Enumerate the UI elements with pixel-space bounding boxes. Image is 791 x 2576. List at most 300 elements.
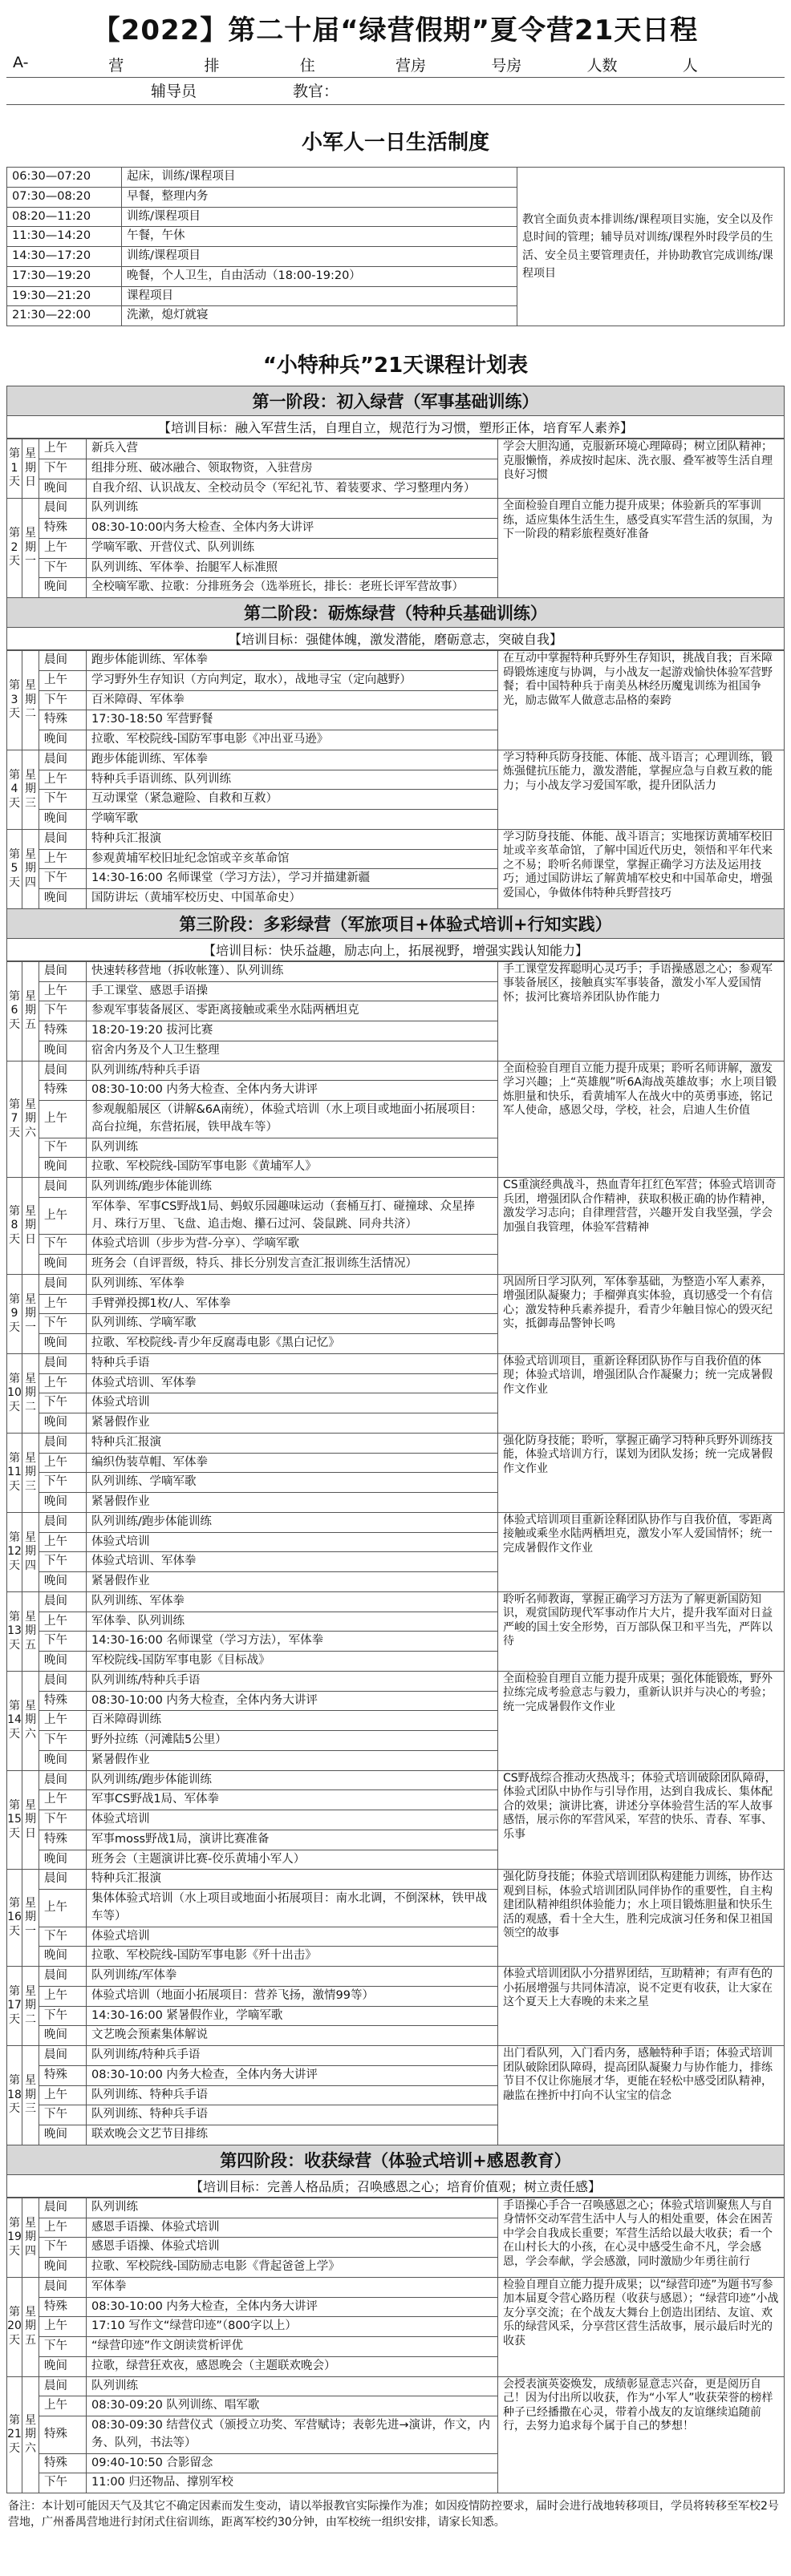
period-label: 晚间 [39, 2258, 87, 2278]
period-label: 晚间 [39, 1413, 87, 1434]
period-label: 下午 [39, 2238, 87, 2258]
day-number: 第9天 [7, 1274, 22, 1353]
activity-cell: 自我介绍、认识战友、全校动员令（军纪礼节、着装要求、学习整理内务） [87, 479, 498, 499]
meta-field: 营 [108, 57, 124, 75]
period-label: 下午 [39, 1731, 87, 1751]
period-label: 晨间 [39, 1353, 87, 1373]
period-label: 上午 [39, 2085, 87, 2105]
period-label: 晚间 [39, 2356, 87, 2376]
period-label: 晚间 [39, 1334, 87, 1354]
activity-cell: 17:30-18:50 军营野餐 [87, 710, 498, 730]
day-note: 学习特种兵防身技能、体能、战斗语言；心理训练，锻炼强健抗压能力，激发潜能，掌握应急与自救互救的能力；与小战友学习爱国军歌，提升团队活力 [498, 750, 785, 829]
activity-cell: 班务会（自评晋级，特兵、排长分别发言查汇报训练生活情况） [87, 1255, 498, 1275]
period-label: 特殊 [39, 1021, 87, 1041]
weekday: 星期日 [22, 1178, 39, 1275]
period-label: 晚间 [39, 578, 87, 598]
stage-table [6, 439, 785, 598]
period-label: 下午 [39, 1632, 87, 1652]
activity-cell: 队列训练、特种兵手语 [87, 2085, 498, 2105]
period-label: 上午 [39, 2317, 87, 2337]
activity-cell: 14:30-16:00 名师课堂（学习方法），军体拳 [87, 1632, 498, 1652]
period-label: 晚间 [39, 2125, 87, 2145]
period-label: 上午 [39, 538, 87, 558]
schedule-row [7, 1274, 785, 1294]
period-label: 晚间 [39, 1493, 87, 1513]
period-label: 晚间 [39, 479, 87, 499]
period-label: 上午 [39, 1790, 87, 1810]
activity-cell: 军体拳 [87, 2277, 498, 2297]
activity-cell: 紧暑假作业 [87, 1750, 498, 1770]
period-label: 下午 [39, 1810, 87, 1830]
meta-field: A- [13, 54, 29, 71]
activity-cell: 队列训练/跑步体能训练 [87, 1512, 498, 1532]
period-label: 上午 [39, 770, 87, 790]
activity-cell: 拉歌、军校院线-国防励志电影《背起爸爸上学》 [87, 2258, 498, 2278]
activity-cell: 班务会（主题演讲比赛-佼乐黄埔小军人） [87, 1850, 498, 1870]
schedule-row [7, 1967, 785, 1987]
weekday: 星期五 [22, 961, 39, 1061]
daily-time: 21:30—22:00 [7, 306, 122, 326]
period-label: 晚间 [39, 810, 87, 830]
schedule-row [7, 829, 785, 849]
period-label: 晨间 [39, 2046, 87, 2066]
footer-note: 备注：本计划可能因天气及其它不确定因素而发生变动，请以举报教官实际操作为准；如因疫情防控要求，届时会进行战地转移项目，学员将转移至军校2号营地，广州番禺营地进行封闭式住宿训练，距离军校约30分钟，由军校统一组织安排，请家长知悉。 [8, 2500, 779, 2529]
daily-time: 11:30—14:20 [7, 227, 122, 247]
period-label: 晚间 [39, 1158, 87, 1178]
period-label: 下午 [39, 1235, 87, 1255]
daily-schedule-table [6, 167, 785, 326]
stage-table [6, 961, 785, 2145]
activity-cell: 组排分班、破冰融合、领取物资，入驻营房 [87, 459, 498, 479]
schedule-row [7, 961, 785, 981]
activity-cell: 14:30-16:00 紧暑假作业，学嘀军歌 [87, 2006, 498, 2026]
weekday: 星期四 [22, 2198, 39, 2277]
activity-cell: “绿营印迹”作文朗读赏析评优 [87, 2337, 498, 2357]
period-label: 特殊 [39, 1081, 87, 1101]
weekday: 星期六 [22, 1061, 39, 1178]
weekday: 星期五 [22, 1591, 39, 1671]
meta-field: 住 [299, 57, 315, 75]
schedule-row [7, 651, 785, 671]
activity-cell: 军校院线-国防军事电影《目标战》 [87, 1652, 498, 1672]
day-number: 第19天 [7, 2198, 22, 2277]
activity-cell: 学嘀军歌 [87, 810, 498, 830]
activity-cell: 特种兵汇报演 [87, 1870, 498, 1890]
period-label: 特殊 [39, 2297, 87, 2317]
period-label: 上午 [39, 1532, 87, 1552]
period-label: 特殊 [39, 710, 87, 730]
daily-schedule-title: 小军人一日生活制度 [301, 131, 489, 155]
period-label: 下午 [39, 690, 87, 710]
stage-table [6, 2198, 785, 2493]
activity-cell: 队列训练/特种兵手语 [87, 1061, 498, 1081]
day-number: 第15天 [7, 1770, 22, 1870]
meta-line-2 [6, 78, 785, 105]
activity-cell: 特种兵手语训练、队列训练 [87, 770, 498, 790]
daily-time: 06:30—07:20 [7, 168, 122, 188]
activity-cell: 体验式培训（地面小拓展项目：营养飞扬，激情99等） [87, 1986, 498, 2006]
meta-field: 排 [204, 57, 220, 75]
schedule-row [7, 1178, 785, 1198]
activity-cell: 联欢晚会文艺节目排练 [87, 2125, 498, 2145]
period-label: 特殊 [39, 519, 87, 539]
daily-activity: 训练/课程项目 [122, 207, 517, 227]
weekday: 星期二 [22, 1967, 39, 2046]
period-label: 晨间 [39, 1671, 87, 1691]
period-label: 晚间 [39, 1572, 87, 1592]
activity-cell: 宿舍内务及个人卫生整理 [87, 1041, 498, 1061]
period-label: 晚间 [39, 730, 87, 750]
activity-cell: 全校嘀军歌、拉歌：分排班务会（选举班长，排长：老班长评军营故事） [87, 578, 498, 598]
day-note: 强化防身技能；体验式培训团队构建能力训练，协作达观到目标，体验式培训团队同伴协作的重要性，自主构建团队精神组织体验能力；水上项目锻炼胆量和快乐生活的观感，看十全大生，胜利完成演习任务和保卫祖国领空的故事 [498, 1870, 785, 1967]
daily-time: 14:30—17:20 [7, 247, 122, 267]
activity-cell: 队列训练 [87, 2198, 498, 2218]
activity-cell: 文艺晚会预素集体解说 [87, 2026, 498, 2046]
period-label: 晨间 [39, 2277, 87, 2297]
activity-cell: 感恩手语操、体验式培训 [87, 2218, 498, 2238]
activity-cell: 军体拳、军事CS野战1局、蚂蚁乐园趣味运动（套桶互打、碰撞球、众星捧月、珠行万里、飞盘、追击炮、攥石过河、袋鼠跳、同舟共济） [87, 1197, 498, 1235]
activity-cell: 学习野外生存知识（方向判定，取水），战地寻宝（定向越野） [87, 670, 498, 690]
schedule-row [7, 2376, 785, 2396]
daily-activity: 晚餐，个人卫生，自由活动（18:00-19:20） [122, 266, 517, 286]
day-note: CS重演经典战斗，热血青年扛红色军营；体验式培训奇兵团，增强团队合作精神，获取积极正确的协作精神，激发学习志向；自律理营营，兴趣开发自我坚强，学会加强自我管理，体验军营精神 [498, 1178, 785, 1275]
day-note: 聆听名师教诲，掌握正确学习方法为了解更新国防知识，观赏国防现代军事动作片大片，提升我军面对日益严峻的国土安全形势，百万部队保卫和平当先，严阵以待 [498, 1591, 785, 1671]
activity-cell: 新兵入营 [87, 439, 498, 459]
activity-cell: 特种兵汇报演 [87, 1433, 498, 1453]
weekday: 星期六 [22, 1671, 39, 1770]
period-label: 晨间 [39, 1770, 87, 1790]
period-label: 上午 [39, 670, 87, 690]
period-label: 晚间 [39, 1750, 87, 1770]
weekday: 星期六 [22, 2376, 39, 2493]
period-label: 上午 [39, 1890, 87, 1927]
weekday: 星期一 [22, 499, 39, 598]
period-label: 下午 [39, 558, 87, 578]
activity-cell: 军体拳、队列训练 [87, 1612, 498, 1632]
daily-activity: 洗漱，熄灯就寝 [122, 306, 517, 326]
activity-cell: 拉歌、军校院线-青少年反腐毒电影《黑白记忆》 [87, 1334, 498, 1354]
schedule-row [7, 1770, 785, 1790]
period-label: 上午 [39, 1612, 87, 1632]
activity-cell: 拉歌、军校院线-国防军事电影《歼十出击》 [87, 1947, 498, 1967]
schedule-row [7, 1591, 785, 1612]
daily-row [7, 168, 785, 188]
stage-goal: 【培训目标：融入军营生活，自理自立，规范行为习惯，塑形正体，培育军人素养】 [6, 415, 785, 439]
activity-cell: 拉歌、军校院线-国防军事电影《冲出亚马逊》 [87, 730, 498, 750]
meta-line-1 [6, 52, 785, 78]
stage-goal: 【培训目标：完善人格品质；召唤感恩之心；培育价值观；树立责任感】 [6, 2174, 785, 2198]
period-label: 晨间 [39, 2198, 87, 2218]
weekday: 星期一 [22, 1870, 39, 1967]
schedule-row [7, 1671, 785, 1691]
period-label: 晨间 [39, 829, 87, 849]
activity-cell: 18:20-19:20 拔河比赛 [87, 1021, 498, 1041]
meta-field: 教官： [293, 83, 339, 100]
activity-cell: 手工课堂、感恩手语操 [87, 981, 498, 1001]
activity-cell: 08:30-10:00 内务大检查，全体内务大讲评 [87, 2065, 498, 2085]
period-label: 特殊 [39, 2416, 87, 2454]
meta-field: 号房 [491, 57, 522, 75]
schedule-row [7, 1061, 785, 1081]
activity-cell: 08:30-10:00内务大检查、全体内务大讲评 [87, 519, 498, 539]
plan-title: “小特种兵”21天课程计划表 [262, 354, 529, 378]
period-label: 晨间 [39, 1591, 87, 1612]
activity-cell: 手臂弹投掷1枚/人、军体拳 [87, 1294, 498, 1314]
period-label: 上午 [39, 1986, 87, 2006]
daily-activity: 午餐，午休 [122, 227, 517, 247]
activity-cell: 体验式培训、军体拳 [87, 1552, 498, 1572]
day-note: 体验式培训项目，重新诠释团队协作与自我价值的体现；体验式培训，增强团队合作凝聚力；统一完成暑假作文作业 [498, 1353, 785, 1433]
activity-cell: 体验式培训 [87, 1532, 498, 1552]
period-label: 晨间 [39, 750, 87, 770]
stage-title: 第三阶段：多彩绿营（军旅项目+体验式培训+行知实践） [6, 908, 785, 939]
schedule-row [7, 2198, 785, 2218]
weekday: 星期四 [22, 1512, 39, 1591]
activity-cell: 百米障碍训练 [87, 1711, 498, 1731]
period-label: 上午 [39, 2396, 87, 2416]
day-number: 第10天 [7, 1353, 22, 1433]
daily-time: 19:30—21:20 [7, 286, 122, 306]
weekday: 星期二 [22, 1353, 39, 1433]
weekday: 星期三 [22, 2046, 39, 2145]
stage-title: 第四阶段：收获绿营（体验式培训+感恩教育） [6, 2145, 785, 2175]
day-number: 第3天 [7, 651, 22, 750]
stage-table [6, 650, 785, 909]
meta-field: 辅导员 [151, 83, 197, 100]
activity-cell: 队列训练、军体拳 [87, 1591, 498, 1612]
activity-cell: 参观舰船展区（讲解&6A南统），体验式培训（水上项目或地面小拓展项目：高台拉绳，东营拓展，铁甲战车等） [87, 1101, 498, 1138]
period-label: 晚间 [39, 1947, 87, 1967]
day-note: 强化防身技能；聆听，掌握正确学习特种兵野外训练技能，体验式培训方行，谋划为团队发扬；统一完成暑假作文作业 [498, 1433, 785, 1512]
meta-field: 人 [682, 57, 698, 75]
activity-cell: 紧暑假作业 [87, 1493, 498, 1513]
activity-cell: 09:40-10:50 合影留念 [87, 2453, 498, 2473]
day-note: 全面检验自理自立能力提升成果；强化体能锻炼，野外拉练完成考验意志与毅力，重新认识并与决心的考验；统一完成暑假作文作业 [498, 1671, 785, 1770]
period-label: 晚间 [39, 1041, 87, 1061]
schedule-row [7, 1353, 785, 1373]
activity-cell: 08:30-09:30 结营仪式（颁授立功奖、军营赋诗；表彰先进→演讲，作文，内务、队列，书法等） [87, 2416, 498, 2454]
day-number: 第20天 [7, 2277, 22, 2376]
activity-cell: 体验式培训 [87, 1810, 498, 1830]
day-number: 第16天 [7, 1870, 22, 1967]
activity-cell: 拉歌，绿营狂欢夜，感恩晚会（主题联欢晚会） [87, 2356, 498, 2376]
period-label: 晚间 [39, 1255, 87, 1275]
period-label: 下午 [39, 2337, 87, 2357]
period-label: 下午 [39, 1552, 87, 1572]
activity-cell: 特种兵汇报演 [87, 829, 498, 849]
period-label: 晨间 [39, 1433, 87, 1453]
stage-goal: 【培训目标：快乐益趣，励志向上，拓展视野，增强实践认知能力】 [6, 938, 785, 961]
activity-cell: 编织伪装草帽、军体拳 [87, 1453, 498, 1473]
daily-activity: 课程项目 [122, 286, 517, 306]
period-label: 晚间 [39, 1652, 87, 1672]
period-label: 下午 [39, 2473, 87, 2493]
weekday: 星期一 [22, 1274, 39, 1353]
activity-cell: 紧暑假作业 [87, 1413, 498, 1434]
day-note: 出门看队列，入门看内务，感触特种手语；体验式培训团队破除团队障碍，提高团队凝聚力与协作能力，排练节目不仅让你施展才华，更能在轻松中感受团队精神，融监在挫折中打向不认宝宝的信念 [498, 2046, 785, 2145]
day-number: 第14天 [7, 1671, 22, 1770]
activity-cell: 队列训练 [87, 1138, 498, 1158]
period-label: 特殊 [39, 1691, 87, 1711]
day-number: 第17天 [7, 1967, 22, 2046]
period-label: 特殊 [39, 2453, 87, 2473]
activity-cell: 11:00 归还物品、撑别军校 [87, 2473, 498, 2493]
activity-cell: 队列训练/军体拳 [87, 1967, 498, 1987]
day-number: 第13天 [7, 1591, 22, 1671]
period-label: 下午 [39, 2105, 87, 2125]
activity-cell: 队列训练、军体拳、抬腿军人标准照 [87, 558, 498, 578]
activity-cell: 14:30-16:00 名师课堂（学习方法），学习并描建新疆 [87, 869, 498, 889]
weekday: 星期三 [22, 1433, 39, 1512]
day-number: 第2天 [7, 499, 22, 598]
period-label: 晨间 [39, 1512, 87, 1532]
period-label: 下午 [39, 459, 87, 479]
daily-activity: 起床，训练/课程项目 [122, 168, 517, 188]
day-note: 全面检验自理自立能力提升成果；聆听名师讲解，激发学习兴趣；上“英雄舰”听6A海战英雄故事；水上项目锻炼胆量和快乐，看黄埔军人在战火中的英勇事迹，铭记军人使命，感恩父母，学校，社会，启迪人生价值 [498, 1061, 785, 1178]
schedule-row [7, 1512, 785, 1532]
activity-cell: 跑步体能训练、军体拳 [87, 750, 498, 770]
day-note: 体验式培训项目重新诠释团队协作与自我价值，零距离接触或乘坐水陆两栖坦克，激发小军人爱国情怀；统一完成暑假作文作业 [498, 1512, 785, 1591]
activity-cell: 军事moss野战1局，演讲比赛准备 [87, 1830, 498, 1850]
period-label: 上午 [39, 2218, 87, 2238]
period-label: 下午 [39, 2006, 87, 2026]
period-label: 下午 [39, 1001, 87, 1021]
activity-cell: 跑步体能训练、军体拳 [87, 651, 498, 671]
activity-cell: 08:30-10:00 内务大检查，全体内务大讲评 [87, 2297, 498, 2317]
period-label: 上午 [39, 1373, 87, 1393]
day-number: 第5天 [7, 829, 22, 908]
activity-cell: 体验式培训、军体拳 [87, 1373, 498, 1393]
day-number: 第8天 [7, 1178, 22, 1275]
page-title: 【2022】第二十届“绿营假期”夏令营21天日程 [92, 14, 699, 47]
period-label: 上午 [39, 1197, 87, 1235]
day-number: 第7天 [7, 1061, 22, 1178]
activity-cell: 队列训练 [87, 2376, 498, 2396]
weekday: 星期五 [22, 2277, 39, 2376]
period-label: 晚间 [39, 1850, 87, 1870]
weekday: 星期二 [22, 651, 39, 750]
activity-cell: 快速转移营地（拆收帐篷）、队列训练 [87, 961, 498, 981]
period-label: 晚间 [39, 889, 87, 909]
period-label: 晨间 [39, 1967, 87, 1987]
period-label: 下午 [39, 790, 87, 810]
period-label: 上午 [39, 1711, 87, 1731]
day-note: 检验自理自立能力提升成果；以“绿营印迹”为题书写参加本届夏令营心路历程（收获与感恩）；“绿营印迹”小战友分享交流；在个战友大舞台上创造出团结、友谊、欢乐的绿营风采，分享营区营生活故事，展示最后时光的收获 [498, 2277, 785, 2376]
day-note: 手工课堂发挥聪明心灵巧手；手语操感恩之心；参观军事装备展区，接触真实军事装备，激发小军人爱国情怀；拔河比赛培养团队协作能力 [498, 961, 785, 1061]
activity-cell: 特种兵手语 [87, 1353, 498, 1373]
period-label: 晨间 [39, 961, 87, 981]
activity-cell: 互动课堂（紧急避险、自救和互救） [87, 790, 498, 810]
schedule-row [7, 2277, 785, 2297]
meta-field: 人数 [586, 57, 618, 75]
activity-cell: 队列训练、学嘀军歌 [87, 1314, 498, 1334]
day-number: 第11天 [7, 1433, 22, 1512]
activity-cell: 队列训练、特种兵手语 [87, 2105, 498, 2125]
period-label: 上午 [39, 849, 87, 869]
activity-cell: 08:30-09:20 队列训练、唱军歌 [87, 2396, 498, 2416]
period-label: 下午 [39, 1927, 87, 1947]
period-label: 上午 [39, 439, 87, 459]
activity-cell: 队列训练/特种兵手语 [87, 2046, 498, 2066]
daily-time: 07:30—08:20 [7, 187, 122, 207]
activity-cell: 队列训练/特种兵手语 [87, 1671, 498, 1691]
period-label: 晨间 [39, 1178, 87, 1198]
daily-activity: 早餐，整理内务 [122, 187, 517, 207]
period-label: 晨间 [39, 1061, 87, 1081]
period-label: 上午 [39, 1101, 87, 1138]
activity-cell: 队列训练、军体拳 [87, 1274, 498, 1294]
day-number: 第1天 [7, 439, 22, 499]
stages-container [6, 386, 785, 2493]
activity-cell: 拉歌、军校院线-国防军事电影《黄埔军人》 [87, 1158, 498, 1178]
day-note: 巩固所日学习队列，军体拳基础，为整造小军人素养，增强团队凝聚力；手榴弹真实体验，真切感受一个有信心；激发特种兵素养提升，看青少年触目惊心的毁灭纪实，抵御毒品警钟长鸣 [498, 1274, 785, 1353]
period-label: 特殊 [39, 1830, 87, 1850]
daily-time: 17:30—19:20 [7, 266, 122, 286]
schedule-row [7, 750, 785, 770]
activity-cell: 军事CS野战1局、军体拳 [87, 1790, 498, 1810]
activity-cell: 队列训练/跑步体能训练 [87, 1770, 498, 1790]
period-label: 晨间 [39, 2376, 87, 2396]
stage-goal: 【培训目标：强健体魄，激发潜能，磨砺意志，突破自我】 [6, 627, 785, 650]
day-note: 学会大胆沟通，克服新环境心理障碍；树立团队精神；克服懒惰，养成按时起床、洗衣服、叠军被等生活自理良好习惯 [498, 439, 785, 499]
day-note: CS野战综合推动火热战斗；体验式培训破除团队障碍，体验式团队中协作与引导作用，达到自我成长、集体配合的效果；演讲比赛，讲述分享体验营生活的军人故事感悟，展示你的军营风采，军营的快乐、青春、军事、乐事 [498, 1770, 785, 1870]
weekday: 星期三 [22, 750, 39, 829]
activity-cell: 体验式培训（步步为营-分享）、学嘀军歌 [87, 1235, 498, 1255]
activity-cell: 08:30-10:00 内务大检查、全体内务大讲评 [87, 1081, 498, 1101]
day-number: 第6天 [7, 961, 22, 1061]
activity-cell: 野外拉练（河滩陆5公里） [87, 1731, 498, 1751]
day-number: 第18天 [7, 2046, 22, 2145]
period-label: 特殊 [39, 2065, 87, 2085]
period-label: 晨间 [39, 1274, 87, 1294]
activity-cell: 17:10 写作文“绿营印迹”（800字以上） [87, 2317, 498, 2337]
activity-cell: 队列训练/跑步体能训练 [87, 1178, 498, 1198]
day-note: 学习防身技能、体能、战斗语言；实地探访黄埔军校旧址或辛亥革命馆，了解中国近代历史，领悟和平年代来之不易；聆听名师课堂，掌握正确学习方法及运用技巧；通过国防讲坛了解黄埔军校史和中国革命史，增强爱国心，争做体伟特种兵野营技巧 [498, 829, 785, 908]
schedule-row [7, 2046, 785, 2066]
weekday: 星期日 [22, 1770, 39, 1870]
daily-activity: 训练/课程项目 [122, 247, 517, 267]
activity-cell: 体验式培训 [87, 1927, 498, 1947]
period-label: 上午 [39, 1294, 87, 1314]
meta-field: 营房 [396, 57, 427, 75]
period-label: 晨间 [39, 651, 87, 671]
day-note: 体验式培训团队小分措界团结，互助精神；有声有色的小拓展增强与共同体清凉，说不定更有收获，让大家在这个夏天上大春晚的未来之星 [498, 1967, 785, 2046]
day-note: 在互动中掌握特种兵野外生存知识，挑战自我；百米障碍锻炼速度与协调，与小战友一起游戏愉快体验军营野餐；看中国特种兵于南美丛林经历魔鬼训练为祖国争光，励志做军人做意志品格的秦跨 [498, 651, 785, 750]
stage-title: 第一阶段：初入绿营（军事基础训练） [6, 386, 785, 416]
stage-title: 第二阶段：砺炼绿营（特种兵基础训练） [6, 597, 785, 628]
schedule-row [7, 1870, 785, 1890]
daily-time: 08:20—11:20 [7, 207, 122, 227]
activity-cell: 体验式培训 [87, 1393, 498, 1413]
schedule-row [7, 439, 785, 459]
day-note: 会授表演英姿焕发，成绩彰显意志兴奋，更是阅历自己！因为付出所以收获，作为“小军人”收获荣誉的榜样种子已经播撒在心灵，带着小战友的友谊继续追随前行，去努力追求每个属于自己的梦想！ [498, 2376, 785, 2493]
activity-cell: 国防讲坛（黄埔军校历史、中国革命史） [87, 889, 498, 909]
day-note: 全面检验自理自立能力提升成果；体验新兵的军事训练，适应集体生活生生，感受真实军营生活的氛围，为下一阶段的精彩旅程奠好准备 [498, 499, 785, 598]
period-label: 晨间 [39, 499, 87, 519]
day-number: 第12天 [7, 1512, 22, 1591]
activity-cell: 集体体验式培训（水上项目或地面小拓展项目：南水北调，不倒深林，铁甲战车等） [87, 1890, 498, 1927]
activity-cell: 感恩手语操、体验式培训 [87, 2238, 498, 2258]
period-label: 上午 [39, 981, 87, 1001]
day-number: 第4天 [7, 750, 22, 829]
daily-note: 教官全面负责本排训练/课程项目实施，安全以及作息时间的管理；辅导员对训练/课程外时段学员的生活、安全员主要管理责任，并协助教官完成训练/课程项目 [517, 168, 785, 326]
activity-cell: 紧暑假作业 [87, 1572, 498, 1592]
period-label: 下午 [39, 1314, 87, 1334]
schedule-row [7, 1433, 785, 1453]
period-label: 下午 [39, 1473, 87, 1493]
activity-cell: 学嘀军歌、开营仪式、队列训练 [87, 538, 498, 558]
period-label: 下午 [39, 1393, 87, 1413]
